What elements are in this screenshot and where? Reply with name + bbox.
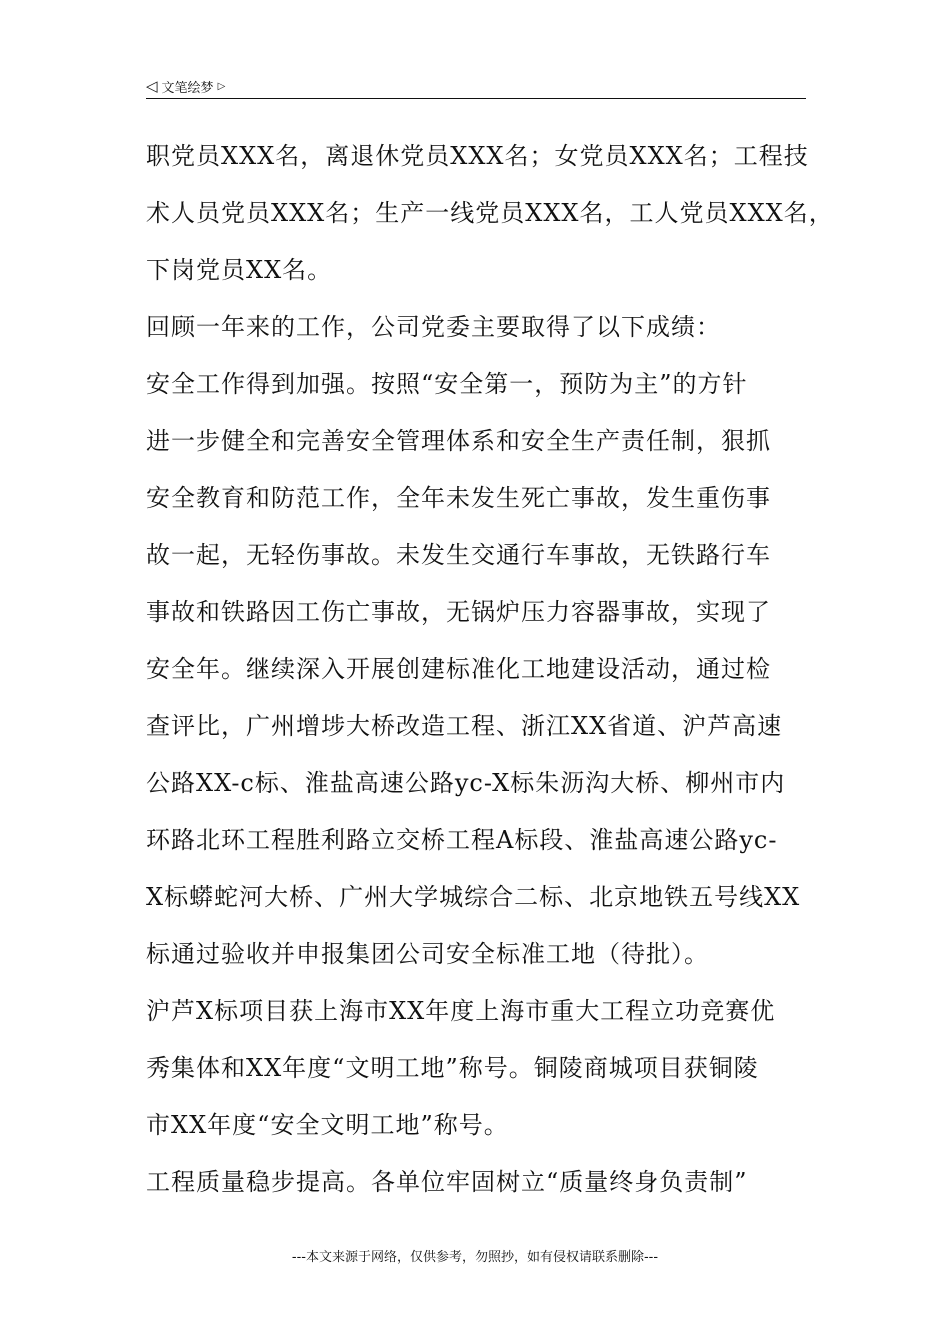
text-line: X标蟒蛇河大桥、广州大学城综合二标、北京地铁五号线XX xyxy=(146,883,801,911)
header-title: 文笔绘梦 xyxy=(161,80,214,96)
text-line: 职党员XXX名，离退休党员XXX名；女党员XXX名；工程技 xyxy=(146,142,809,170)
body-text xyxy=(146,128,834,1211)
text-line: 回顾一年来的工作，公司党委主要取得了以下成绩： xyxy=(146,313,721,341)
text-line: 工程质量稳步提高。各单位牢固树立“质量终身负责制” xyxy=(146,1168,748,1196)
text-line: 进一步健全和完善安全管理体系和安全生产责任制，狠抓 xyxy=(146,427,771,455)
text-line: 安全年。继续深入开展创建标准化工地建设活动，通过检 xyxy=(146,655,771,683)
header-divider xyxy=(146,98,806,99)
text-line: 下岗党员XX名。 xyxy=(146,256,333,284)
text-line: 标通过验收并申报集团公司安全标准工地（待批）。 xyxy=(146,940,709,968)
text-line: 市XX年度“安全文明工地”称号。 xyxy=(146,1111,509,1139)
page-header xyxy=(146,74,806,98)
text-line: 秀集体和XX年度“文明工地”称号。铜陵商城项目获铜陵 xyxy=(146,1054,759,1082)
triangle-right-icon: ▷ xyxy=(217,80,226,92)
text-line: 安全教育和防范工作，全年未发生死亡事故，发生重伤事 xyxy=(146,484,771,512)
text-line: 环路北环工程胜利路立交桥工程A标段、淮盐高速公路yc- xyxy=(146,826,778,854)
text-line: 公路XX-c标、淮盐高速公路yc-X标朱沥沟大桥、柳州市内 xyxy=(146,769,786,797)
text-line: 沪芦X标项目获上海市XX年度上海市重大工程立功竞赛优 xyxy=(146,997,776,1025)
text-line: 故一起，无轻伤事故。未发生交通行车事故，无铁路行车 xyxy=(146,541,771,569)
text-line: 事故和铁路因工伤亡事故，无锅炉压力容器事故，实现了 xyxy=(146,598,771,626)
text-line: 安全工作得到加强。按照“安全第一，预防为主”的方针 xyxy=(146,370,748,398)
text-line: 术人员党员XXX名；生产一线党员XXX名，工人党员XXX名， xyxy=(146,199,834,227)
text-line: 查评比，广州增埗大桥改造工程、浙江XX省道、沪芦高速 xyxy=(146,712,783,740)
page-footer: ---本文来源于网络，仅供参考，勿照抄，如有侵权请联系删除--- xyxy=(291,1250,659,1265)
triangle-left-icon: ◁ xyxy=(146,77,158,95)
